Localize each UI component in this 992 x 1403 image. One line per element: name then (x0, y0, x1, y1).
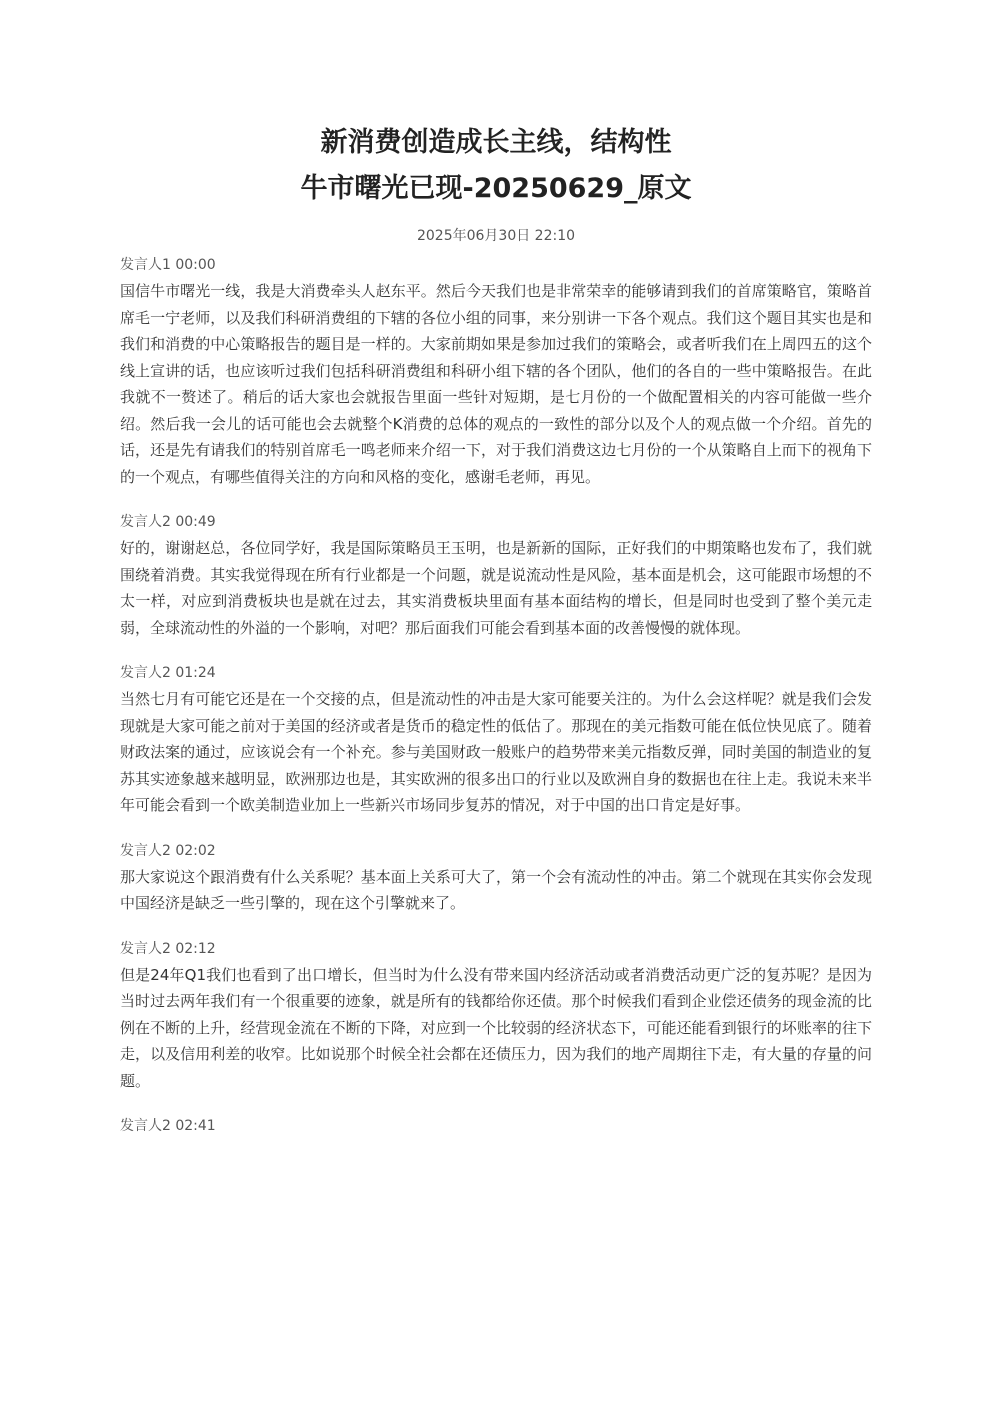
speaker-timestamp: 发言人2 00:49 (120, 514, 216, 530)
transcript-segment (120, 838, 872, 917)
speaker-timestamp: 发言人2 02:41 (120, 1118, 216, 1134)
segment-text: 当然七月有可能它还是在一个交接的点，但是流动性的冲击是大家可能要关注的。为什么会这样呢？就是我们会发现就是大家可能之前对于美国的经济或者是货币的稳定性的低估了。那现在的美元指数可能在低位快见底了。随着财政法案的通过，应该说会有一个补充。参与美国财政一般账户的趋势带来美元指数反弹，同时美国的制造业的复苏其实迹象越来越明显，欧洲那边也是，其实欧洲的很多出口的行业以及欧洲自身的数据也在往上走。我说未来半年可能会看到一个欧美制造业加上一些新兴市场同步复苏的情况，对于中国的出口肯定是好事。 (120, 690, 872, 814)
title-line-2: 牛市曙光已现-20250629_原文 (300, 173, 692, 204)
segment-text: 但是24年Q1我们也看到了出口增长，但当时为什么没有带来国内经济活动或者消费活动更广泛的复苏呢？是因为当时过去两年我们有一个很重要的迹象，就是所有的钱都给你还债。那个时候我们看到企业偿还债务的现金流的比例在不断的上升，经营现金流在不断的下降，对应到一个比较弱的经济状态下，可能还能看到银行的坏账率的往下走，以及信用利差的收窄。比如说那个时候全社会都在还债压力，因为我们的地产周期往下走，有大量的存量的问题。 (120, 965, 872, 1090)
document-page (120, 0, 872, 1139)
speaker-timestamp: 发言人2 01:24 (120, 665, 216, 681)
document-datetime: 2025年06月30日 22:10 (416, 228, 576, 244)
transcript-segment (120, 660, 872, 819)
title-line-1: 新消费创造成长主线，结构性 (320, 127, 672, 158)
speaker-timestamp: 发言人2 02:02 (120, 842, 216, 859)
segment-text: 好的，谢谢赵总，各位同学好，我是国际策略员王玉明，也是新新的国际，正好我们的中期策略也发布了，我们就围绕着消费。其实我觉得现在所有行业都是一个问题，就是说流动性是风险，基本面是机会，这可能跟市场想的不太一样，对应到消费板块也是就在过去，其实消费板块里面有基本面结构的增长，但是同时也受到了整个美元走弱，全球流动性的外溢的一个影响，对吧？那后面我们可能会看到基本面的改善慢慢的就体现。 (120, 539, 872, 637)
document-title (120, 120, 872, 212)
segment-text: 国信牛市曙光一线，我是大消费牵头人赵东平。然后今天我们也是非常荣幸的能够请到我们的首席策略官，策略首席毛一宁老师，以及我们科研消费组的下辖的各位小组的同事，来分别讲一下各个观点。我们这个题目其实也是和我们和消费的中心策略报告的题目是一样的。大家前期如果是参加过我们的策略会，或者听我们在上周四五的这个线上宣讲的话，也应该听过我们包括科研消费组和科研小组下辖的各个团队，他们的各自的一些中策略报告。在此我就不一赘述了。稍后的话大家也会就报告里面一些针对短期，是七月份的一个做配置相关的内容可能做一些介绍。然后我一会儿的话可能也会去就整个K消费的总体的观点的一致性的部分以及个人的观点做一个介绍。首先的话，还是先有请我们的特别首席毛一鸣老师来介绍一下，对于我们消费这边七月份的一个从策略自上而下的视角下的一个观点，有哪些值得关注的方向和风格的变化，感谢毛老师，再见。 (120, 282, 872, 486)
segment-text: 那大家说这个跟消费有什么关系呢？基本面上关系可大了，第一个会有流动性的冲击。第二个就现在其实你会发现中国经济是缺乏一些引擎的，现在这个引擎就来了。 (120, 867, 872, 912)
transcript-segment (120, 1113, 872, 1139)
transcript-segment (120, 936, 872, 1095)
transcript-segment (120, 509, 872, 641)
transcript-segment (120, 252, 872, 490)
speaker-timestamp: 发言人1 00:00 (120, 257, 216, 273)
speaker-timestamp: 发言人2 02:12 (120, 940, 216, 957)
